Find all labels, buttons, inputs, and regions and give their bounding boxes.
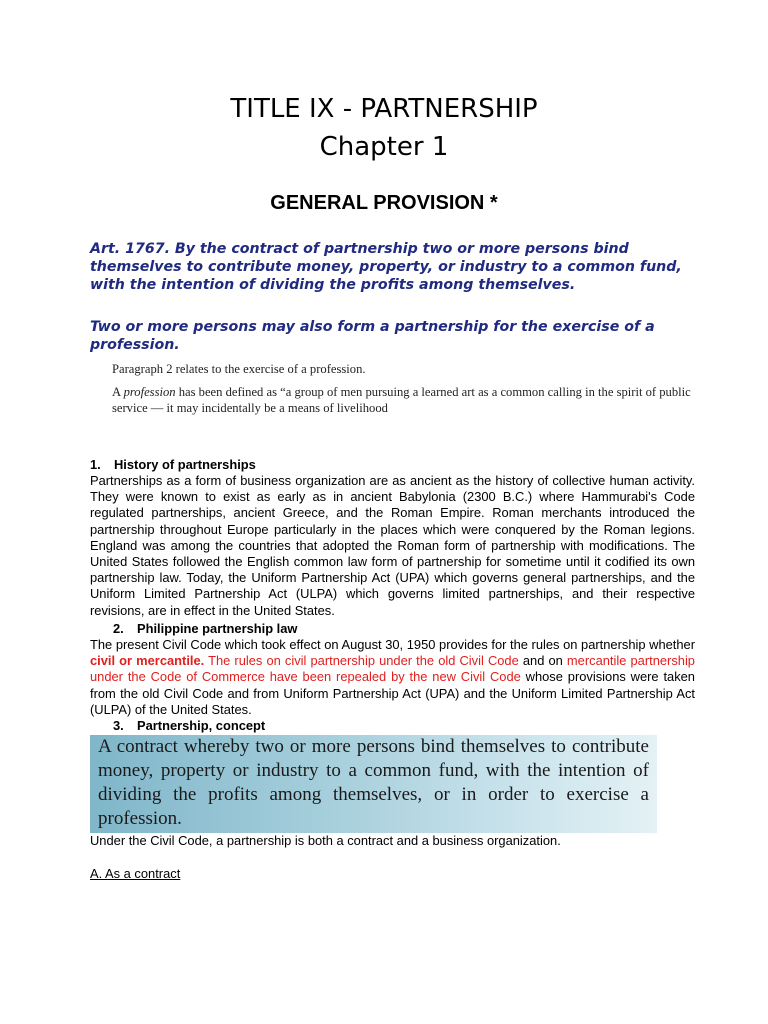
scanned-note-line-1: Paragraph 2 relates to the exercise of a profession. [112, 362, 366, 376]
section-3-title: Partnership, concept [137, 718, 266, 733]
article-paragraph-1: Art. 1767. By the contract of partnership two or more persons bind themselves to contribute money, property, or industry to a common fund, with the intention of dividing the profits among themselves. [90, 241, 682, 293]
section-2-title: Philippine partnership law [137, 621, 298, 636]
section-2-body [90, 637, 695, 718]
section-1-title: History of partnerships [114, 457, 256, 472]
section-heading: GENERAL PROVISION * [270, 192, 498, 214]
document-title: TITLE IX - PARTNERSHIP [230, 94, 538, 124]
section-2-number: 2. [113, 621, 124, 636]
section-1-number: 1. [90, 457, 101, 472]
section-3-body: Under the Civil Code, a partnership is both a contract and a business organization. [90, 833, 561, 848]
section-2-heading [113, 621, 733, 637]
scanned-note-italic: profession [123, 385, 176, 399]
section-3-number: 3. [113, 718, 124, 733]
section-2-text-a: The present Civil Code which took effect on August 30, 1950 provides for the rules on partnership whether [90, 637, 695, 652]
subheading-as-contract: A. As a contract [90, 866, 181, 881]
scanned-note-prefix: A [112, 385, 121, 399]
section-1-heading [90, 457, 710, 473]
scanned-note-line-2 [112, 384, 712, 416]
section-1-body: Partnerships as a form of business organization are as ancient as the history of collective human activity. They were known to exist as early as in ancient Babylonia (2300 B.C.) where Hammurabi's Code regulated partnerships, ancient Greece, and the Roman Empire. Roman merchants introduced the partnership throughout Europe particularly in the places which were conquered by the Roman legions. England was among the countries that adopted the Roman form of partnership with modifications. The United States followed the English common law form of partnership for sometime until it codified its own partnership law. Today, the Uniform Partnership Act (UPA) which governs general partnerships, and the Uniform Limited Partnership Act (ULPA) which governs limited partnerships, and their respective revisions, are in effect in the United States. [90, 473, 695, 618]
section-3-heading [113, 718, 733, 734]
section-2-text-f: whose provisions were taken from the old Civil Code and from Uniform Partnership Act (UPA) and the Uniform Limited Partnership Act (ULPA) of the United States. [90, 669, 695, 717]
section-2-emphasis-civil-mercantile: civil or mercantile. [90, 653, 205, 669]
section-2-text-d: and on [518, 653, 567, 669]
article-paragraph-2: Two or more persons may also form a partnership for the exercise of a profession. [90, 319, 655, 353]
section-2-red-text-2: mercantile partnership under the Code of Commerce have been repealed by the new Civil Code [90, 653, 695, 685]
definition-quote-box [90, 735, 657, 833]
section-2-red-text-1: The rules on civil partnership under the old Civil Code [204, 653, 519, 669]
chapter-title: Chapter 1 [319, 132, 449, 162]
scanned-note-rest: has been defined as “a group of men pursuing a learned art as a common calling in the spirit of public service — it may incidentally be a means of livelihood [112, 385, 691, 415]
definition-quote-text: A contract whereby two or more persons bind themselves to contribute money, property or industry to a common fund, with the intention of dividing the profits among themselves, or in order to exercise a profession. [98, 736, 649, 829]
